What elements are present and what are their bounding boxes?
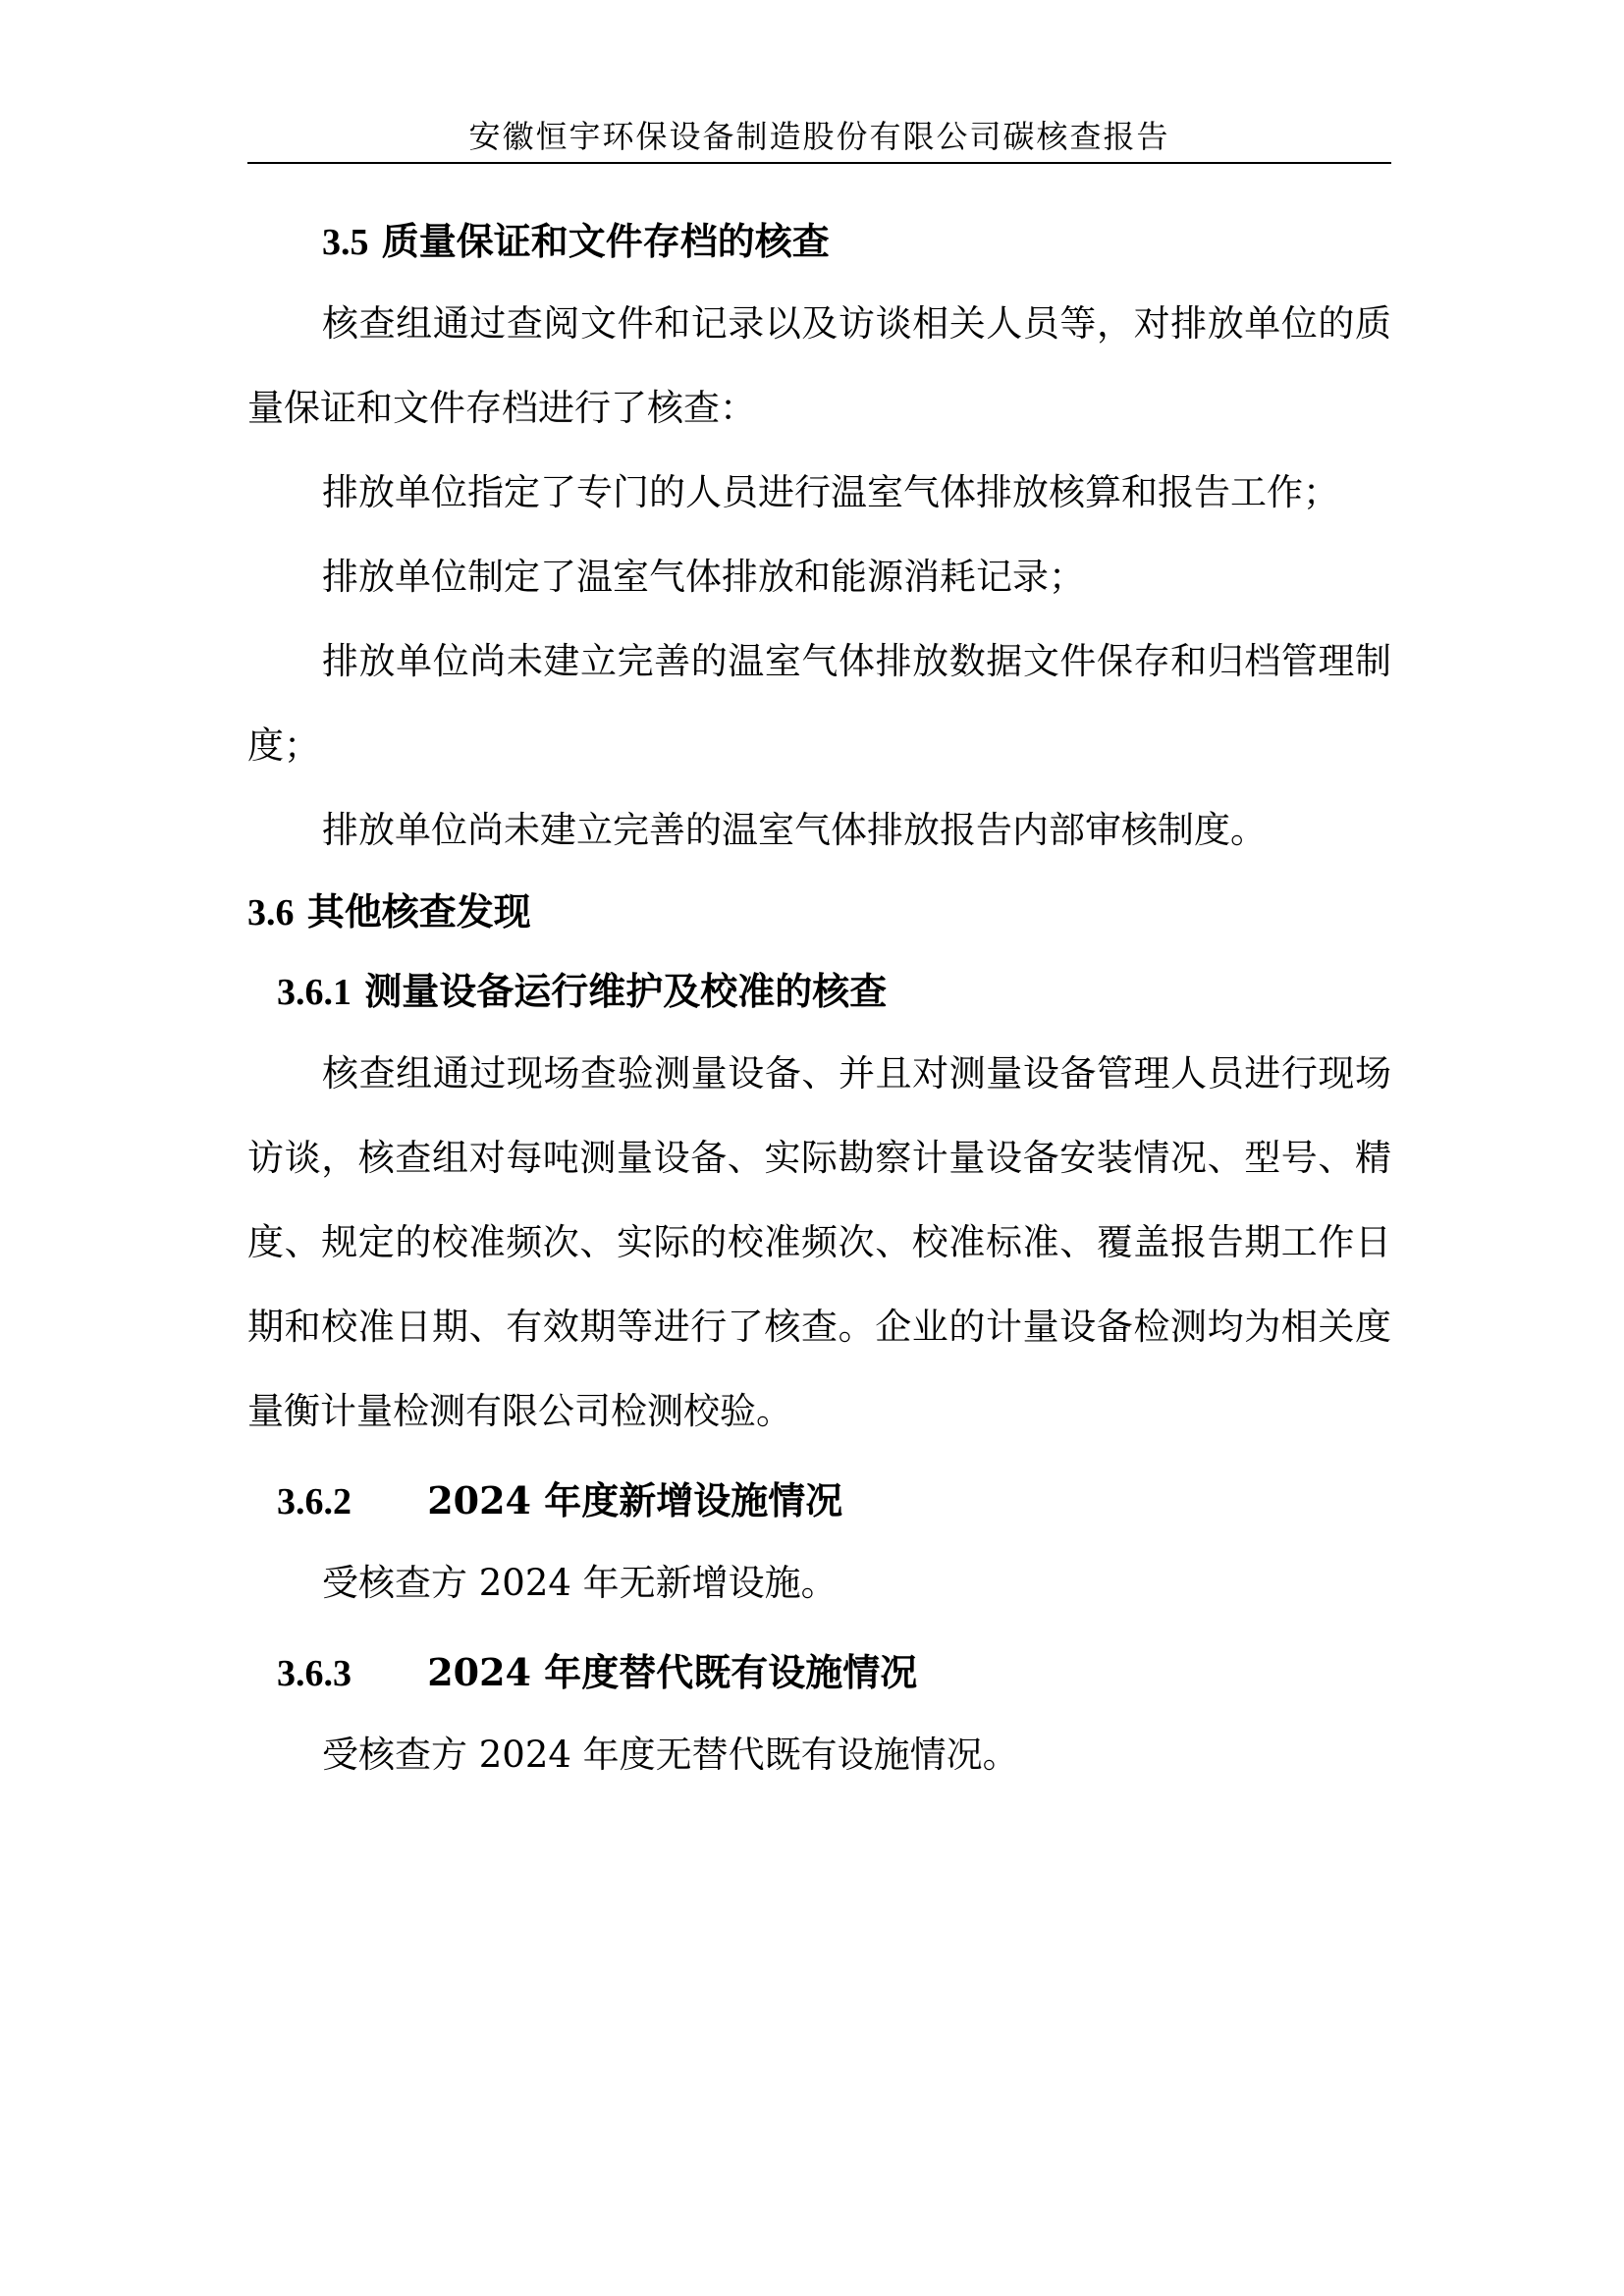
section-3-6-2-body: 受核查方 2024 年无新增设施。 <box>322 1562 838 1604</box>
spacer <box>247 1454 1391 1462</box>
section-3-6-1-heading <box>247 952 1391 1032</box>
spacer <box>247 1626 1391 1633</box>
section-3-6-number: 3.6 <box>247 892 295 934</box>
document-body <box>247 202 1391 1797</box>
section-3-6-1-number: 3.6.1 <box>277 972 352 1013</box>
section-3-6-3-title: 2024 年度替代既有设施情况 <box>427 1650 918 1694</box>
section-3-6-title: 其他核查发现 <box>306 889 531 934</box>
section-3-6-2-title: 2024 年度新增设施情况 <box>427 1478 843 1522</box>
section-3-6-3-body: 受核查方 2024 年度无替代既有设施情况。 <box>322 1734 1019 1776</box>
section-3-6-1-body: 核查组通过现场查验测量设备、并且对测量设备管理人员进行现场访谈，核查组对每吨测量设备、实际勘察计量设备安装情况、型号、精度、规定的校准频次、实际的校准频次、校准标准、覆盖报告期工作日期和校准日期、有效期等进行了核查。企业的计量设备检测均为相关度量衡计量检测有限公司检测校验。 <box>247 1052 1391 1432</box>
section-3-6-2-number: 3.6.2 <box>277 1481 352 1522</box>
section-3-6-1-title: 测量设备运行维护及校准的核查 <box>364 969 888 1013</box>
section-3-6-3-number: 3.6.3 <box>277 1653 352 1694</box>
section-3-6-3-heading <box>247 1633 1391 1713</box>
section-3-5-item-2: 排放单位制定了温室气体排放和能源消耗记录； <box>322 556 1085 598</box>
section-3-5-heading <box>247 202 1391 282</box>
header-divider <box>247 162 1391 164</box>
page-header-title: 安徽恒宇环保设备制造股份有限公司碳核查报告 <box>468 118 1170 155</box>
section-3-5-item-3: 排放单位尚未建立完善的温室气体排放数据文件保存和归档管理制度； <box>247 640 1391 767</box>
section-3-6-heading <box>247 873 1391 952</box>
section-3-5-intro: 核查组通过查阅文件和记录以及访谈相关人员等，对排放单位的质量保证和文件存档进行了核查： <box>247 302 1391 429</box>
section-3-5-number: 3.5 <box>322 222 369 263</box>
section-3-5-item-1: 排放单位指定了专门的人员进行温室气体排放核算和报告工作； <box>322 471 1339 513</box>
section-3-5-item-4: 排放单位尚未建立完善的温室气体排放报告内部审核制度。 <box>322 809 1267 851</box>
section-3-5-title: 质量保证和文件存档的核查 <box>381 219 830 263</box>
section-3-6-2-heading <box>247 1462 1391 1541</box>
